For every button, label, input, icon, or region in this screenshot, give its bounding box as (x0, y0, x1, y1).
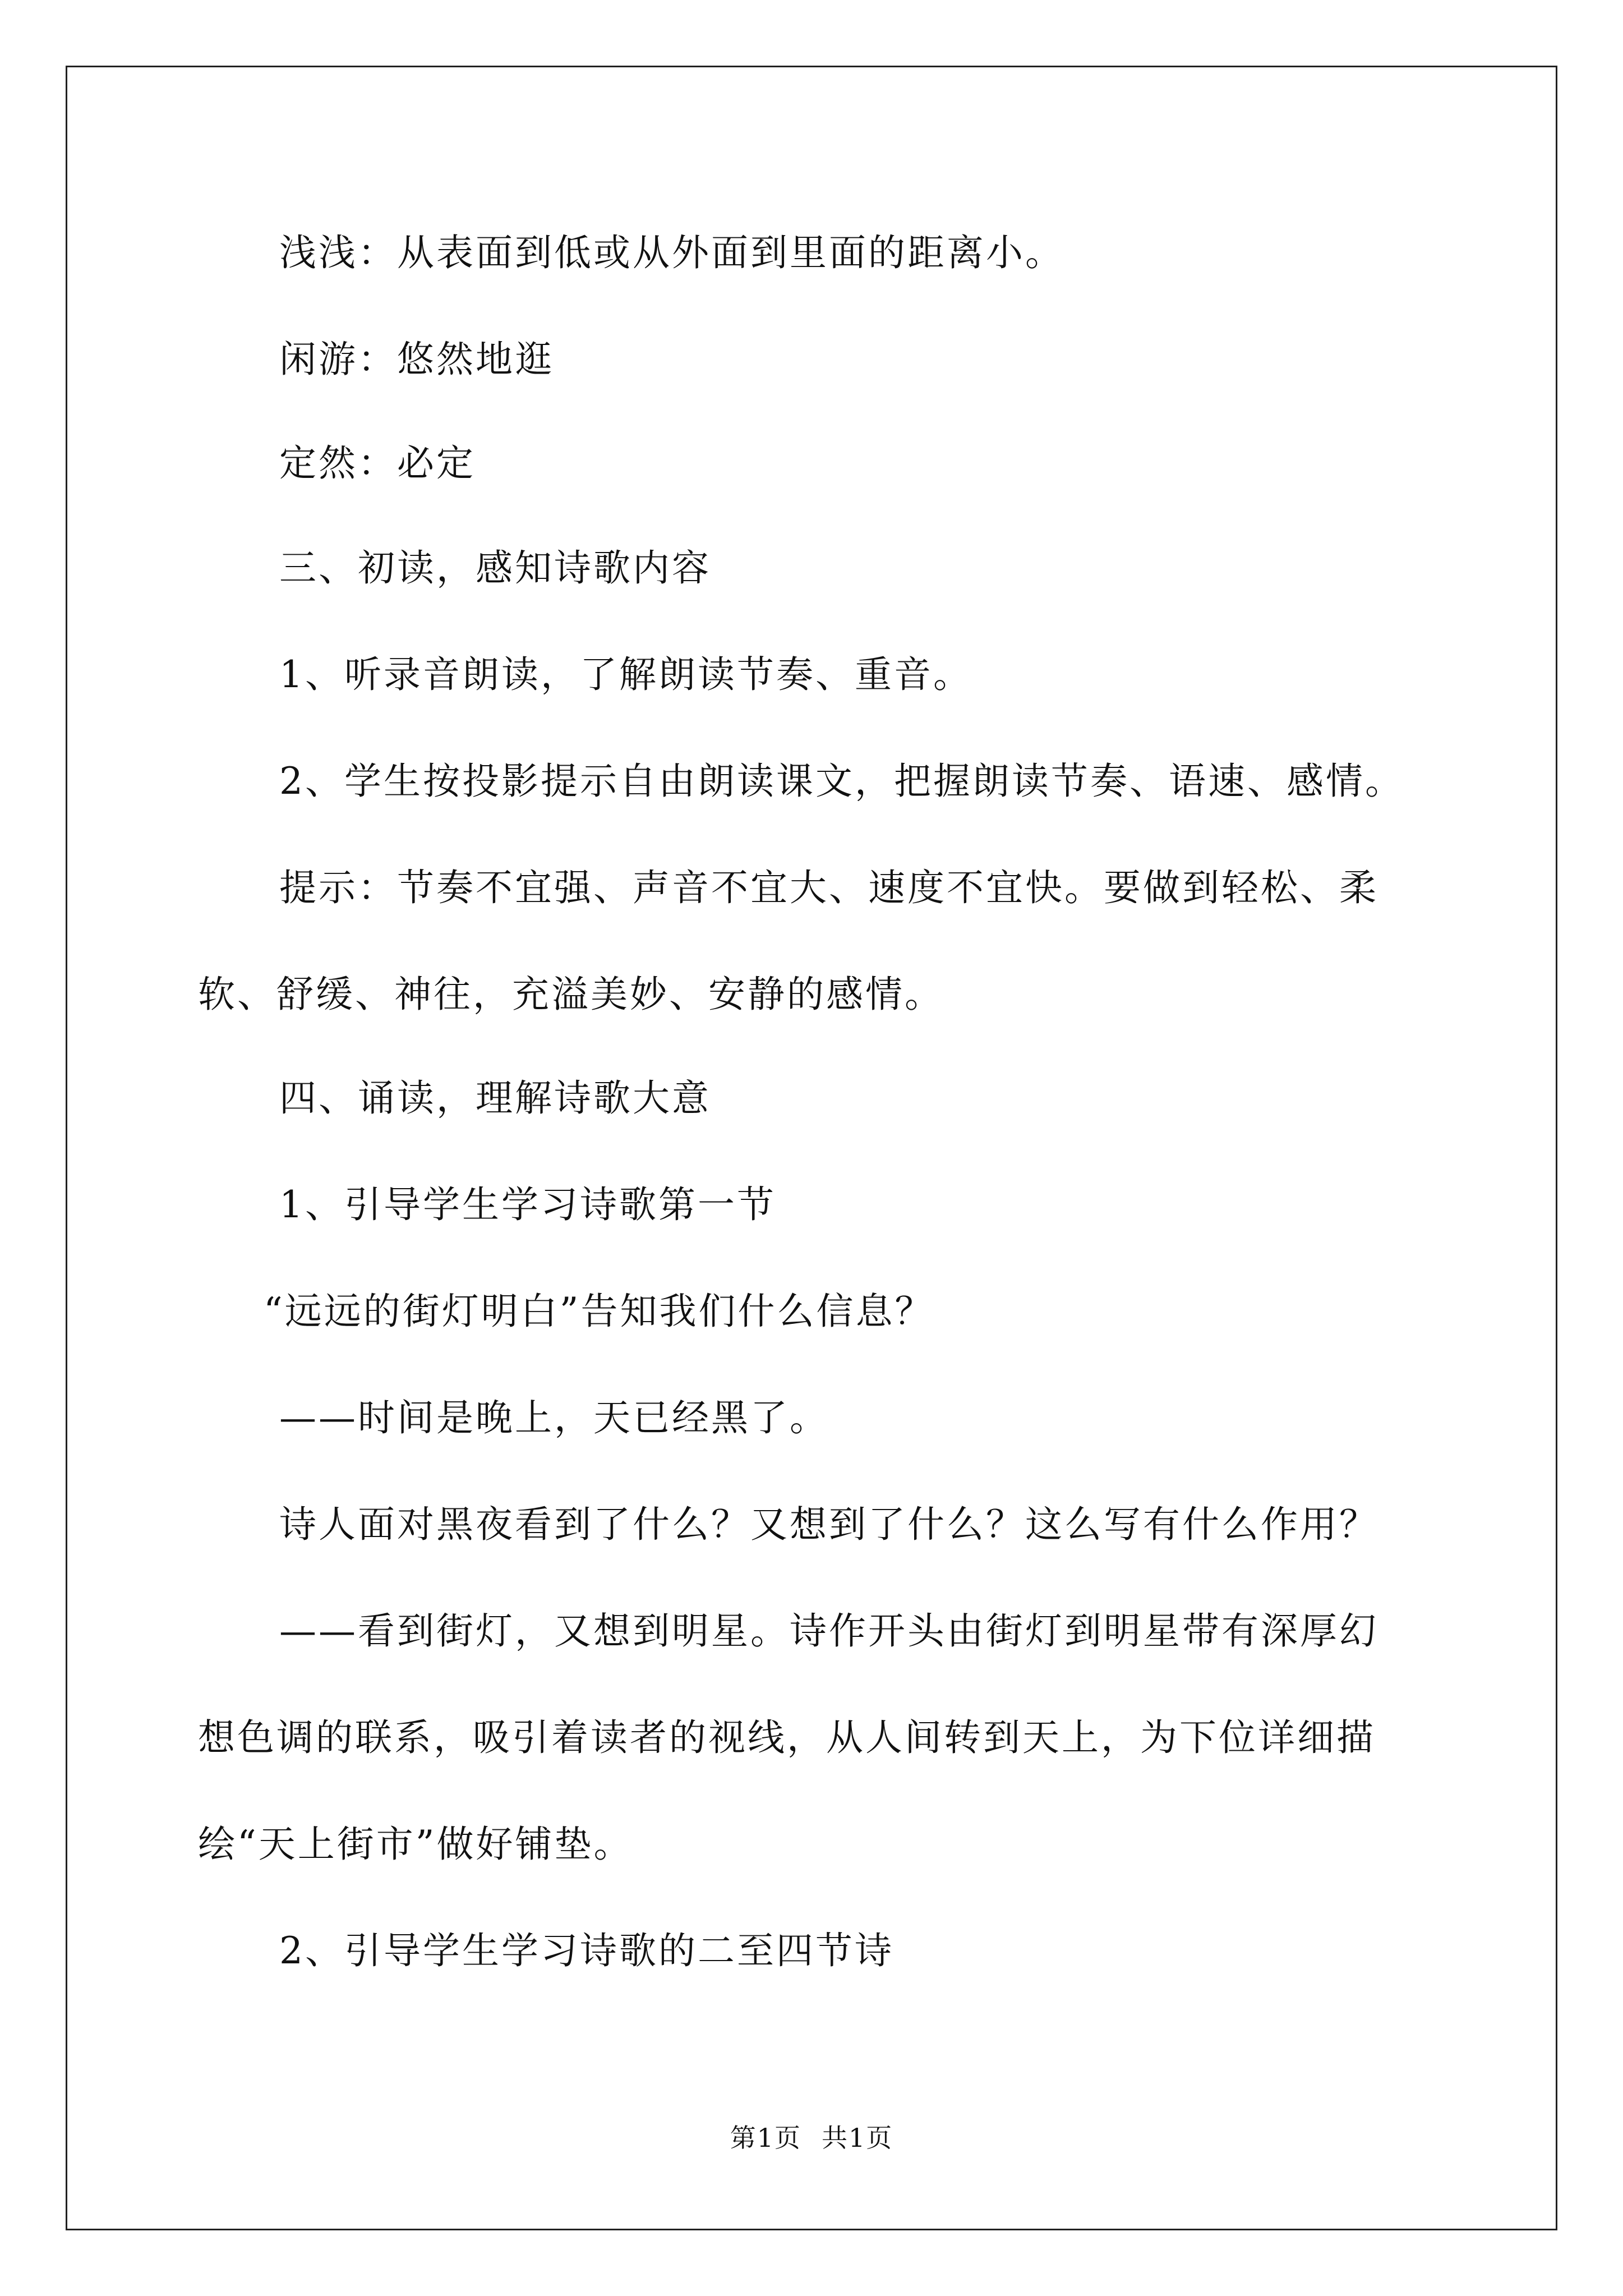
text-line-15: 想色调的联系，吸引着读者的视线，从人间转到天上，为下位详细描 (198, 1716, 1376, 1759)
page-footer (0, 2125, 1623, 2151)
text-line-13: 诗人面对黑夜看到了什么？又想到了什么？这么写有什么作用？ (279, 1503, 1378, 1546)
page-total: 共1页 (822, 2123, 893, 2153)
text-line-2: 闲游：悠然地逛 (279, 338, 554, 381)
text-line-14: ——看到街灯，又想到明星。诗作开头由街灯到明星带有深厚幻 (279, 1609, 1378, 1653)
page-border (66, 66, 1557, 2230)
text-line-17: 2、引导学生学习诗歌的二至四节诗 (279, 1929, 894, 1972)
text-line-10: 1、引导学生学习诗歌第一节 (279, 1183, 776, 1226)
text-line-7: 提示：节奏不宜强、声音不宜大、速度不宜快。要做到轻松、柔 (279, 866, 1378, 909)
section-heading-4: 四、诵读，理解诗歌大意 (279, 1076, 711, 1120)
text-line-16: 绘“天上街市”做好铺垫。 (198, 1823, 633, 1866)
text-line-8: 软、舒缓、神往，充溢美妙、安静的感情。 (198, 973, 944, 1016)
text-line-6: 2、学生按投影提示自由朗读课文，把握朗读节奏、语速、感情。 (279, 760, 1404, 803)
section-heading-3: 三、初读，感知诗歌内容 (279, 546, 711, 590)
text-line-3: 定然：必定 (279, 441, 476, 485)
page-number: 第1页 (730, 2123, 801, 2153)
text-line-11: “远远的街灯明白”告知我们什么信息？ (264, 1290, 934, 1333)
text-line-12: ——时间是晚上，天已经黑了。 (279, 1396, 829, 1439)
text-line-5: 1、听录音朗读，了解朗读节奏、重音。 (279, 653, 972, 696)
text-line-1: 浅浅：从表面到低或从外面到里面的距离小。 (279, 231, 1064, 274)
